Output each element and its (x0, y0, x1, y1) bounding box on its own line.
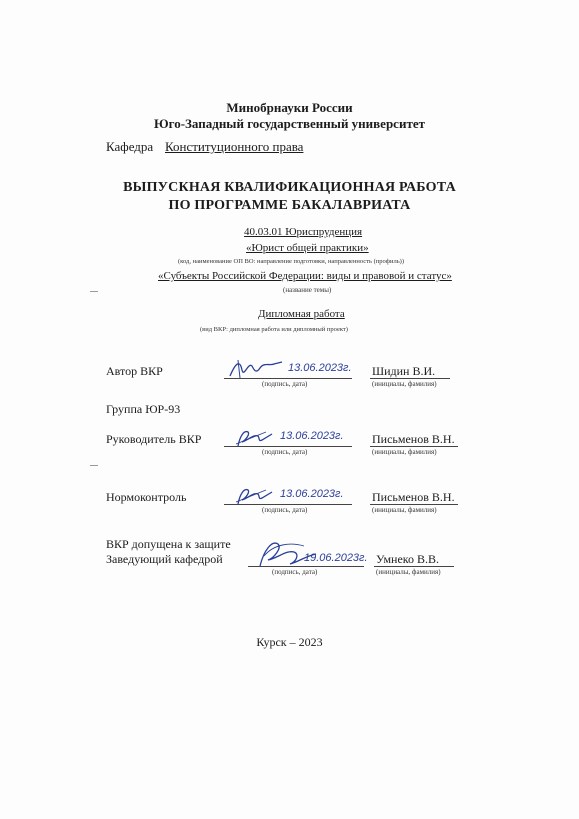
head-name: Умнеко В.В. (376, 552, 440, 566)
supervisor-role-label: Руководитель ВКР (106, 432, 202, 446)
thesis-topic-caption: (название темы) (283, 286, 332, 294)
normcontrol-signature-caption: (подпись, дата) (262, 506, 308, 514)
scan-mark-left-middle (90, 465, 98, 466)
city-year-footer: Курск – 2023 (256, 635, 323, 649)
program-profile: «Юрист общей практики» (246, 242, 369, 254)
document-title-line1: ВЫПУСКНАЯ КВАЛИФИКАЦИОННАЯ РАБОТА (123, 180, 456, 195)
author-signature-date: 13.06.2023г. (288, 362, 352, 374)
supervisor-name-line (370, 446, 458, 447)
work-type: Дипломная работа (258, 308, 345, 320)
normcontrol-name: Письменов В.Н. (372, 490, 455, 504)
scan-mark-left-top (90, 291, 98, 292)
normcontrol-role-label: Нормоконтроль (106, 490, 187, 504)
normcontrol-name-line (370, 504, 458, 505)
normcontrol-signature-date: 13.06.2023г. (280, 488, 344, 500)
normcontrol-name-caption: (инициалы, фамилия) (372, 506, 437, 514)
author-signature-icon (226, 356, 286, 382)
work-type-caption: (вид ВКР: дипломная работа или дипломный проект) (200, 326, 348, 333)
normcontrol-signature-icon (232, 482, 282, 508)
supervisor-signature-caption: (подпись, дата) (262, 448, 308, 456)
program-profile-caption: (код, наименование ОП ВО: направление подготовки, направленность (профиль)) (178, 258, 404, 265)
head-name-line (374, 566, 454, 567)
author-name-line (370, 378, 450, 379)
student-group: Группа ЮР-93 (106, 402, 181, 416)
author-name-caption: (инициалы, фамилия) (372, 380, 437, 388)
university-heading: Юго-Западный государственный университет (154, 116, 425, 131)
author-role-label: Автор ВКР (106, 364, 163, 378)
supervisor-name-caption: (инициалы, фамилия) (372, 448, 437, 456)
ministry-heading: Минобрнауки России (226, 100, 353, 115)
document-title-line2: ПО ПРОГРАММЕ БАКАЛАВРИАТА (168, 198, 411, 213)
admission-label: ВКР допущена к защите (106, 537, 231, 551)
department-label: Кафедра (106, 139, 154, 154)
author-signature-caption: (подпись, дата) (262, 380, 308, 388)
department-value: Конституционного права (165, 139, 304, 154)
author-name: Шидин В.И. (372, 364, 436, 378)
program-code: 40.03.01 Юриспруденция (244, 226, 363, 238)
supervisor-signature-date: 13.06.2023г. (280, 430, 344, 442)
head-signature-caption: (подпись, дата) (272, 568, 318, 576)
supervisor-name: Письменов В.Н. (372, 432, 455, 446)
head-signature-date: 19.06.2023г. (304, 552, 368, 564)
thesis-topic: «Субъекты Российской Федерации: виды и правовой и статус» (158, 270, 452, 282)
head-name-caption: (инициалы, фамилия) (376, 568, 441, 576)
supervisor-signature-icon (232, 424, 282, 450)
head-of-department-label: Заведующий кафедрой (106, 552, 223, 566)
